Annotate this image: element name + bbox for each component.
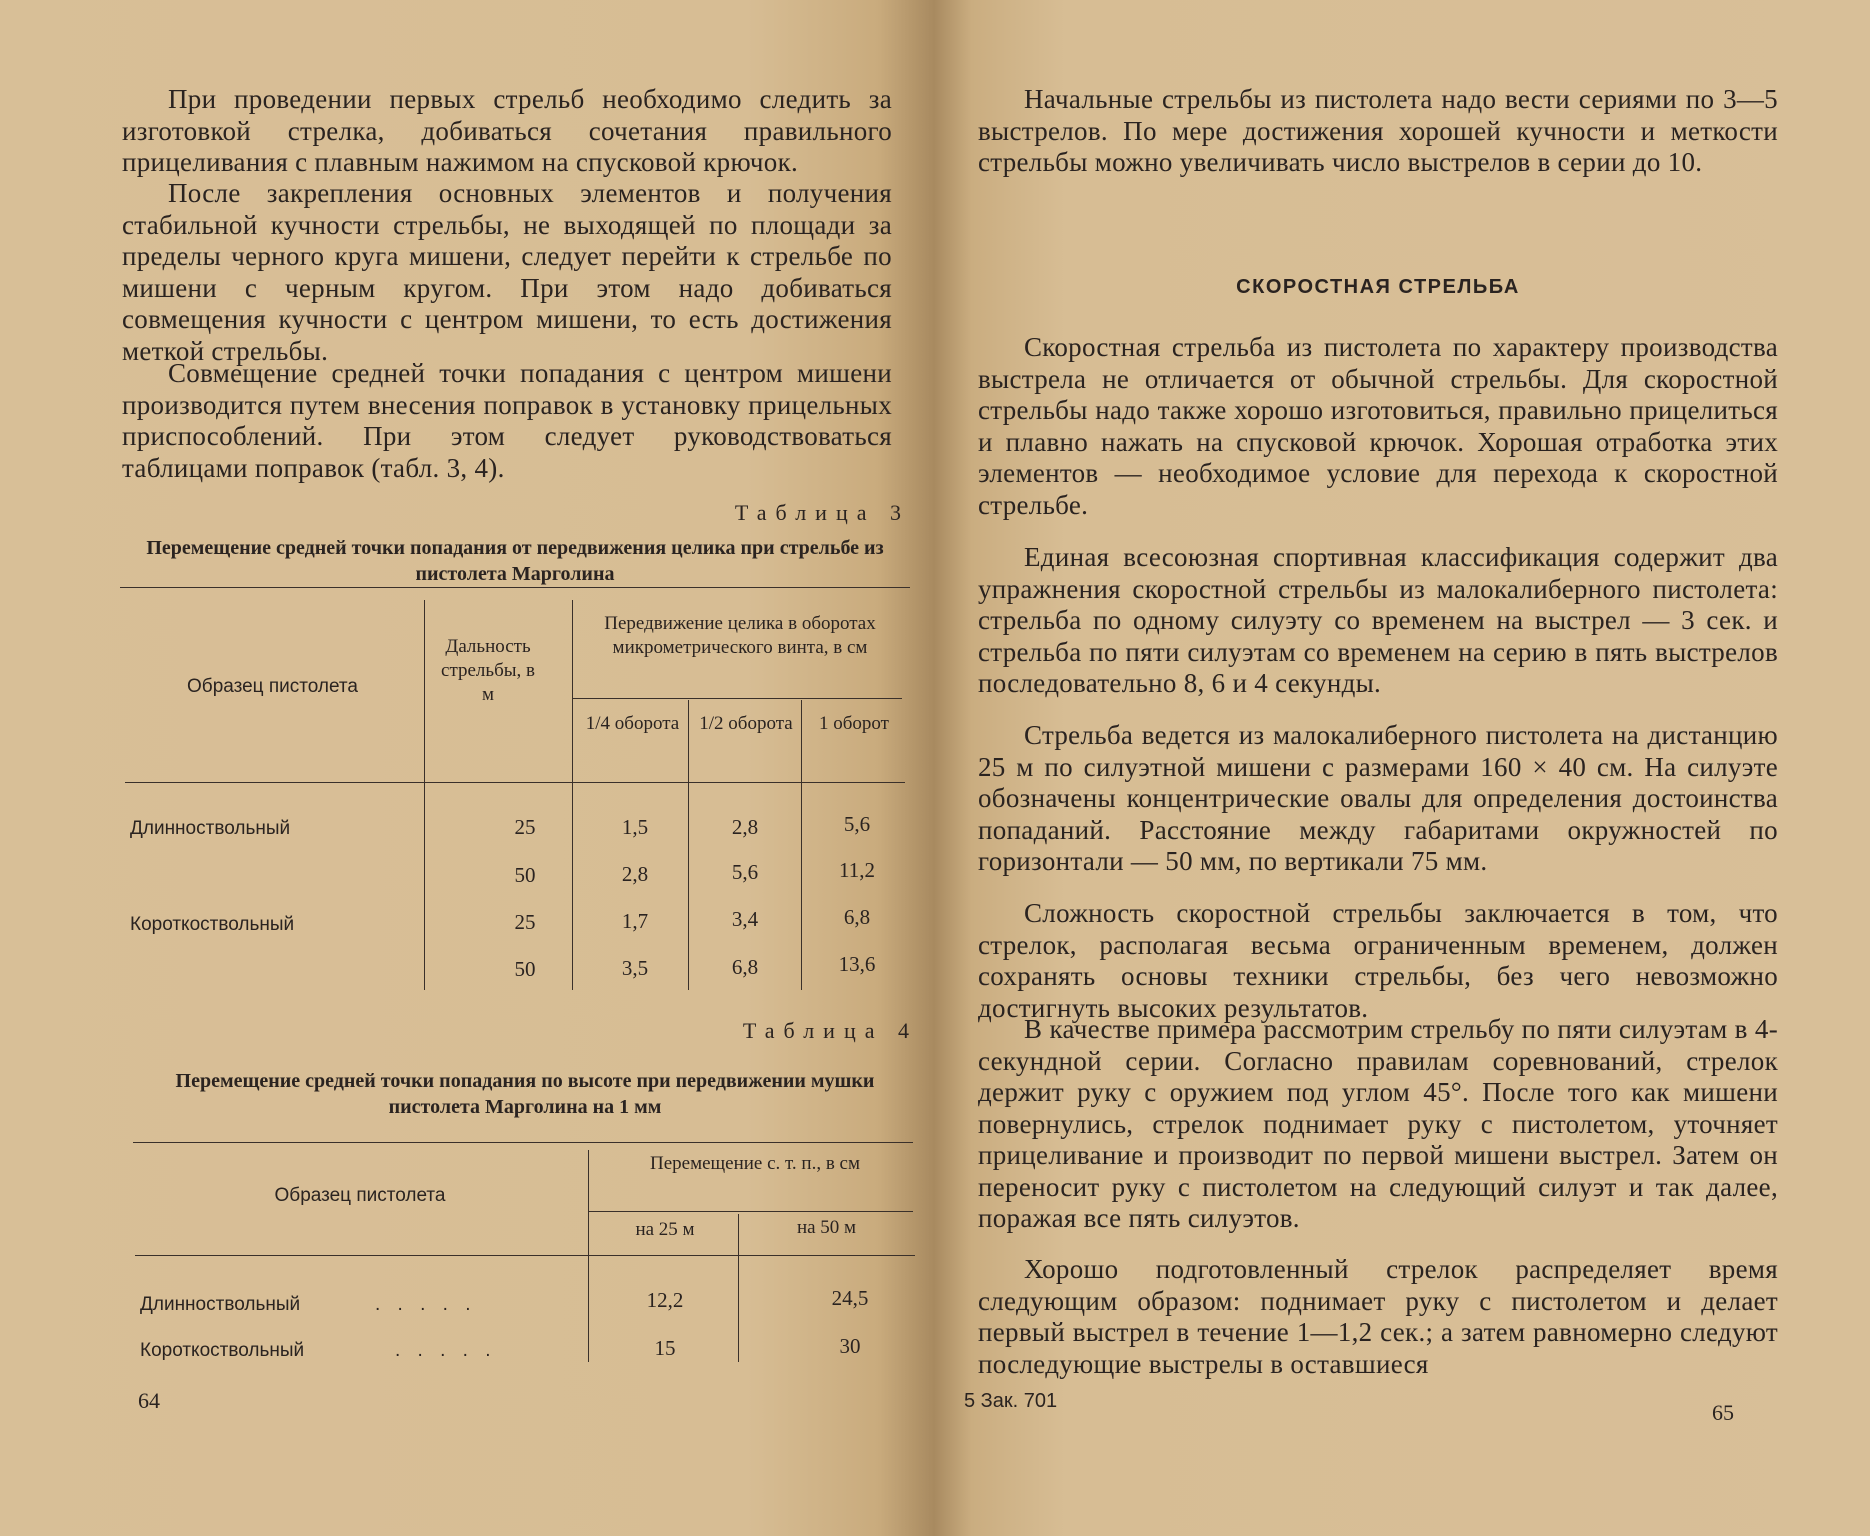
table4-row2-model: Короткоствольный bbox=[140, 1340, 305, 1361]
table3-col-divider-1 bbox=[424, 600, 425, 990]
right-paragraph-3: Стрельба ведется из малокалиберного пистолета на дистанцию 25 м по силуэтной мишени с размерами 160 × 40 см. На силуэте обозначены концентрические овалы для определения достоинства попаданий. Расстояние между габаритами окружностей по горизонтали — 50 мм, по вертикали 75 мм. bbox=[978, 720, 1778, 876]
table4-caption: Таблица 4 bbox=[742, 1018, 918, 1043]
table3-row2-distance: 50 bbox=[514, 863, 536, 887]
table4-col-divider-2 bbox=[738, 1214, 739, 1362]
right-paragraph-1: Скоростная стрельба из пистолета по характеру производства выстрела не отличается от обычной стрельбы. Для скоростной стрельбы надо также хорошо изготовиться, правильно прицелиться и плавно нажать на спусковой крючок. Хорошая отработка этих элементов — необходимое условие для перехода к скоростной стрельбе. bbox=[978, 332, 1778, 520]
table3-row1-v1: 1,5 bbox=[621, 815, 649, 839]
table3-subheader-quarter: 1/4 оборота bbox=[585, 713, 680, 734]
table3-row3-distance: 25 bbox=[514, 910, 536, 934]
table4-col-divider-1 bbox=[588, 1150, 589, 1362]
table4-row1-v2: 24,5 bbox=[831, 1286, 869, 1310]
table3-col-divider-4 bbox=[801, 700, 802, 990]
table4-row2-leader-dots: . . . . . bbox=[395, 1340, 497, 1361]
table3-row1-distance: 25 bbox=[514, 815, 536, 839]
table3-header-subrule bbox=[572, 698, 902, 699]
table3-row3-model: Короткоствольный bbox=[130, 914, 295, 935]
table4-subheader-50: на 50 м bbox=[796, 1217, 857, 1238]
right-paragraph-6: Хорошо подготовленный стрелок распределяет время следующим образом: поднимает руку с пистолетом и делает первый выстрел в течение 1—1,2 сек.; а затем равномерно следуют последующие выстрелы в оставшиеся bbox=[978, 1254, 1778, 1379]
table3-header-group: Передвижение целика в оборотах микрометрического винта, в см bbox=[604, 613, 876, 658]
table3-top-rule bbox=[120, 587, 910, 588]
table4-row1-model: Длинноствольный bbox=[140, 1294, 301, 1315]
table4-header-subrule bbox=[588, 1211, 913, 1212]
table3-title: Перемещение средней точки попадания от передвижения целика при стрельбе из пистолета Марголина bbox=[146, 537, 884, 585]
table3-col-divider-2 bbox=[572, 600, 573, 990]
table3-row2-v3: 11,2 bbox=[839, 858, 875, 882]
right-paragraph-2: Единая всесоюзная спортивная классификация содержит два упражнения скоростной стрельбы из малокалиберного пистолета: стрельба по одному силуэту со временем на выстрел — 3 сек. и стрельба по пяти силуэтам со временем на серию в пять выстрелов последовательно 8, 6 и 4 секунды. bbox=[978, 542, 1778, 698]
table3-row1-model: Длинноствольный bbox=[130, 818, 291, 839]
table3-row4-v3: 13,6 bbox=[838, 952, 876, 976]
right-page-number: 65 bbox=[1712, 1400, 1734, 1425]
table4-row2-v1: 15 bbox=[654, 1336, 676, 1360]
table3-row3-v1: 1,7 bbox=[621, 909, 649, 933]
table3-header-bottom-rule bbox=[125, 782, 905, 783]
table3-caption: Таблица 3 bbox=[734, 500, 910, 525]
table3-subheader-full: 1 оборот bbox=[819, 713, 889, 734]
table3-row4-v2: 6,8 bbox=[731, 955, 759, 979]
table4-header-group: Перемещение с. т. п., в см bbox=[649, 1153, 861, 1174]
table3-row3-v2: 3,4 bbox=[731, 907, 759, 931]
left-paragraph-3: Совмещение средней точки попадания с центром мишени производится путем внесения поправок в установку прицельных приспособлений. При этом следует руководствоваться таблицами поправок (табл. 3, 4). bbox=[122, 358, 892, 483]
table4-row1-v1: 12,2 bbox=[646, 1288, 684, 1312]
left-page bbox=[0, 0, 934, 1536]
table3-row1-v2: 2,8 bbox=[731, 815, 759, 839]
table4-top-rule bbox=[133, 1142, 913, 1143]
left-paragraph-1: При проведении первых стрельб необходимо следить за изготовкой стрелка, добиваться сочетания правильного прицеливания с плавным нажимом на спусковой крючок. bbox=[122, 84, 892, 177]
footer-signature: 5 Зак. 701 bbox=[964, 1390, 1058, 1412]
right-paragraph-5: В качестве примера рассмотрим стрельбу по пяти силуэтам в 4-секундной серии. Согласно правилам соревнований, стрелок держит руку с оружием под углом 45°. После того как мишени повернулись, стрелок поднимает руку с пистолетом, уточняет прицеливание и производит по первой мишени выстрел. Затем он переносит руку с пистолетом на следующий силуэт и так далее, поражая все пять силуэтов. bbox=[978, 1014, 1778, 1233]
right-page bbox=[934, 0, 1870, 1536]
table3-row2-v2: 5,6 bbox=[731, 860, 759, 884]
table3-row4-distance: 50 bbox=[514, 957, 536, 981]
table3-row2-v1: 2,8 bbox=[621, 862, 649, 886]
right-paragraph-4: Сложность скоростной стрельбы заключается в том, что стрелок, располагая весьма ограниченным временем, должен сохранять основы техники стрельбы, без чего невозможно достигнуть высоких результатов. bbox=[978, 898, 1778, 1023]
left-paragraph-2: После закрепления основных элементов и получения стабильной кучности стрельбы, не выходящей по площади за пределы черного круга мишени, следует перейти к стрельбе по мишени с черным кругом. При этом надо добиваться совмещения кучности с центром мишени, то есть достижения меткой стрельбы. bbox=[122, 178, 892, 366]
table4-subheader-25: на 25 м bbox=[635, 1219, 695, 1240]
table3-row4-v1: 3,5 bbox=[621, 956, 649, 980]
left-page-number: 64 bbox=[138, 1388, 160, 1413]
section-heading: СКОРОСТНАЯ СТРЕЛЬБА bbox=[1236, 276, 1520, 298]
table3-subheader-half: 1/2 оборота bbox=[699, 713, 793, 734]
table3-row3-v3: 6,8 bbox=[843, 905, 871, 929]
table4-header-bottom-rule bbox=[135, 1255, 915, 1256]
table3-row1-v3: 5,6 bbox=[843, 812, 871, 836]
table4-row2-v2: 30 bbox=[839, 1334, 861, 1358]
table4-row1-leader-dots: . . . . . bbox=[375, 1294, 477, 1315]
table3-header-distance: Дальность стрельбы, в м bbox=[441, 636, 535, 705]
table3-header-model: Образец пистолета bbox=[187, 676, 358, 697]
right-intro-paragraph: Начальные стрельбы из пистолета надо вести сериями по 3—5 выстрелов. По мере достижения хорошей кучности и меткости стрельбы можно увеличивать число выстрелов в серии до 10. bbox=[978, 84, 1778, 177]
table3-col-divider-3 bbox=[688, 700, 689, 990]
table4-title: Перемещение средней точки попадания по высоте при передвижении мушки пистолета Марголина на 1 мм bbox=[175, 1070, 875, 1118]
table4-header-model: Образец пистолета bbox=[274, 1185, 446, 1206]
